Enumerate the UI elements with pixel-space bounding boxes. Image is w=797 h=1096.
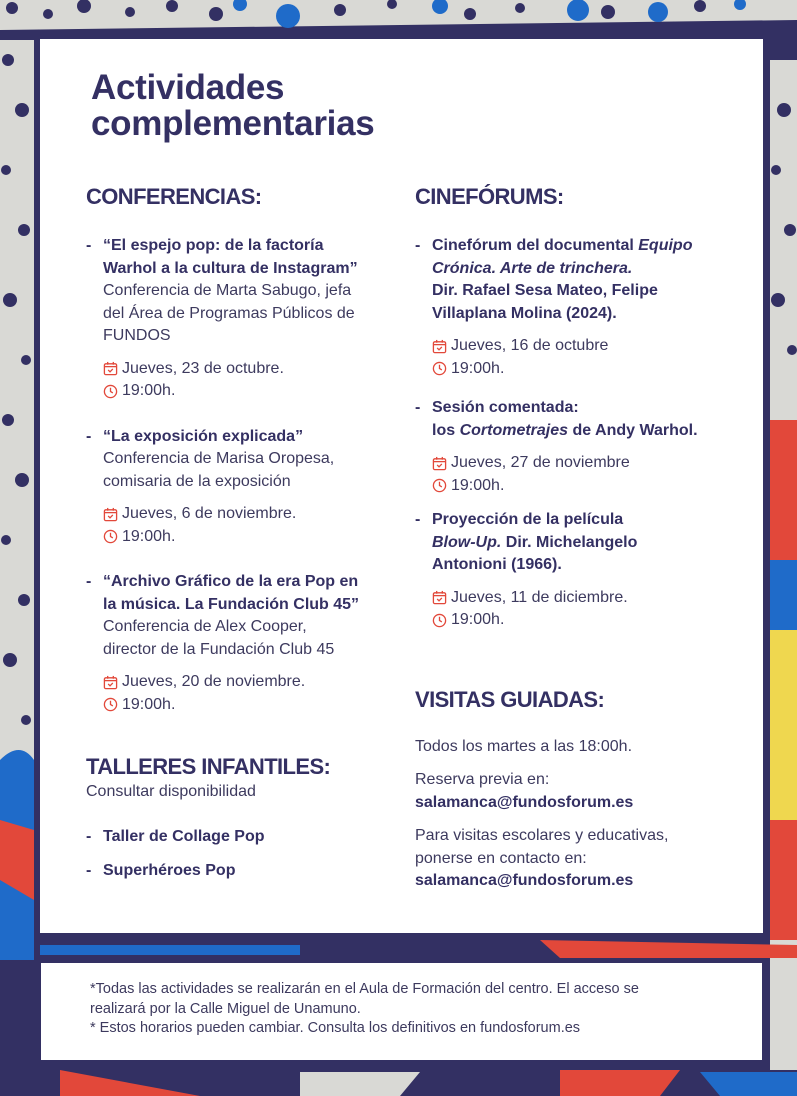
conference-title-line: “El espejo pop: de la factoría bbox=[103, 237, 324, 254]
conference-title-line: “Archivo Gráfico de la era Pop en bbox=[103, 573, 359, 590]
taller-item bbox=[86, 860, 396, 883]
conference-date: Jueves, 6 de noviembre. bbox=[122, 505, 297, 522]
clock-icon bbox=[432, 361, 447, 376]
cineforum-time: 19:00h. bbox=[451, 359, 505, 377]
talleres-subtitle: Consultar disponibilidad bbox=[86, 783, 256, 800]
cineforum-date: Jueves, 16 de octubre bbox=[451, 337, 609, 354]
clock-icon bbox=[432, 478, 447, 493]
conference-item bbox=[86, 571, 396, 716]
page-title-line: complementarias bbox=[91, 104, 375, 143]
conference-entry bbox=[86, 235, 396, 348]
clock-icon bbox=[103, 529, 118, 544]
cineforum-title-line: Proyección de la película bbox=[432, 511, 624, 528]
cineforum-item bbox=[415, 397, 745, 497]
cineforum-schedule bbox=[415, 587, 745, 632]
email-link[interactable]: salamanca@fundosforum.es bbox=[415, 793, 634, 811]
footnote-line: * Estos horarios pueden cambiar. Consulta los definitivos en fundosforum.es bbox=[90, 1020, 581, 1036]
calendar-check-icon bbox=[103, 361, 118, 376]
conference-schedule bbox=[86, 358, 396, 403]
right-column bbox=[415, 183, 745, 893]
clock-icon bbox=[103, 697, 118, 712]
footnote-line: realizará por la Calle Miguel de Unamuno. bbox=[90, 1000, 361, 1017]
visitas-schools-email[interactable] bbox=[415, 870, 745, 893]
page-title bbox=[91, 70, 374, 142]
left-column bbox=[86, 183, 396, 883]
conference-schedule bbox=[86, 503, 396, 548]
cineforum-item bbox=[415, 235, 745, 380]
cineforum-title-line bbox=[432, 235, 745, 258]
bullet-dash: - bbox=[86, 237, 92, 254]
visitas-heading: VISITAS GUIADAS: bbox=[415, 686, 605, 712]
bullet-dash: - bbox=[415, 511, 421, 528]
cineforum-schedule bbox=[415, 452, 745, 497]
talleres-heading: TALLERES INFANTILES: bbox=[86, 754, 331, 779]
cineforum-entry bbox=[415, 235, 745, 325]
bullet-dash: - bbox=[415, 237, 421, 254]
cineforum-schedule bbox=[415, 335, 745, 380]
cineforum-director-line: Dir. Rafael Sesa Mateo, Felipe bbox=[432, 282, 658, 299]
cineforum-time: 19:00h. bbox=[451, 476, 505, 494]
conferencias-heading: CONFERENCIAS: bbox=[86, 184, 262, 209]
calendar-check-icon bbox=[432, 339, 447, 354]
conference-description-line: del Área de Programas Públicos de bbox=[103, 304, 355, 322]
cineforum-film-title: Crónica. Arte de trinchera. bbox=[432, 259, 633, 277]
cineforum-entry bbox=[415, 397, 745, 442]
conference-title-line: “La exposición explicada” bbox=[103, 427, 304, 445]
visitas-schools-line: Para visitas escolares y educativas, bbox=[415, 827, 669, 844]
cineforum-title-line bbox=[432, 532, 745, 555]
conference-description-line: director de la Fundación Club 45 bbox=[103, 640, 335, 658]
calendar-check-icon bbox=[103, 675, 118, 690]
conference-item bbox=[86, 426, 396, 549]
bullet-dash: - bbox=[86, 427, 92, 445]
calendar-check-icon bbox=[103, 507, 118, 522]
bullet-dash: - bbox=[86, 827, 92, 845]
conference-date: Jueves, 20 de noviembre. bbox=[122, 673, 306, 690]
conference-time: 19:00h. bbox=[122, 382, 176, 399]
conference-description-line: Conferencia de Alex Cooper, bbox=[103, 618, 307, 635]
bullet-dash: - bbox=[415, 399, 421, 416]
conference-description-line: Conferencia de Marisa Oropesa, bbox=[103, 450, 335, 467]
cineforum-date: Jueves, 11 de diciembre. bbox=[451, 588, 628, 606]
cineforum-title-line: Sesión comentada: bbox=[432, 399, 579, 416]
visitas-schools-line: ponerse en contacto en: bbox=[415, 849, 587, 867]
conference-entry bbox=[86, 571, 396, 661]
visitas-schedule: Todos los martes a las 18:00h. bbox=[415, 737, 633, 755]
cineforum-film-title: Equipo bbox=[638, 237, 693, 254]
cineforum-title-text: los bbox=[432, 421, 460, 439]
cineforum-title-line bbox=[432, 258, 745, 281]
clock-icon bbox=[103, 384, 118, 399]
cineforum-entry bbox=[415, 509, 745, 577]
cineforum-date: Jueves, 27 de noviembre bbox=[451, 454, 630, 471]
cineforum-item bbox=[415, 509, 745, 632]
taller-label: Superhéroes Pop bbox=[103, 862, 236, 879]
calendar-check-icon bbox=[432, 590, 447, 605]
conference-date: Jueves, 23 de octubre. bbox=[122, 359, 284, 377]
cineforum-title-text: Dir. Michelangelo bbox=[501, 533, 638, 551]
cineforum-director-line: Villaplana Molina (2024). bbox=[432, 304, 617, 322]
page-title-line: Actividades bbox=[91, 68, 285, 107]
conference-title-line: la música. La Fundación Club 45” bbox=[103, 595, 360, 613]
cineforum-title-text: de Andy Warhol. bbox=[568, 421, 698, 439]
visitas-reserve-email[interactable] bbox=[415, 792, 745, 815]
conference-entry bbox=[86, 426, 396, 494]
email-link[interactable]: salamanca@fundosforum.es bbox=[415, 872, 634, 889]
conference-description-line: FUNDOS bbox=[103, 327, 171, 344]
clock-icon bbox=[432, 613, 447, 628]
cineforum-title-text: Cinefórum del documental bbox=[432, 237, 639, 254]
conference-title-line: Warhol a la cultura de Instagram” bbox=[103, 259, 358, 277]
cineforum-director-line: Antonioni (1966). bbox=[432, 556, 562, 573]
conference-time: 19:00h. bbox=[122, 695, 176, 713]
calendar-check-icon bbox=[432, 456, 447, 471]
conference-time: 19:00h. bbox=[122, 527, 176, 545]
conference-item bbox=[86, 235, 396, 403]
taller-item bbox=[86, 826, 396, 849]
conference-description-line: Conferencia de Marta Sabugo, jefa bbox=[103, 282, 352, 299]
cineforum-time: 19:00h. bbox=[451, 611, 505, 628]
conference-description-line: comisaria de la exposición bbox=[103, 472, 291, 490]
footnote-line: *Todas las actividades se realizarán en el Aula de Formación del centro. El acceso se bbox=[90, 981, 639, 997]
bullet-dash: - bbox=[86, 573, 92, 590]
bullet-dash: - bbox=[86, 862, 92, 879]
cineforum-film-title: Blow-Up. bbox=[432, 533, 502, 551]
visitas-reserve-label: Reserva previa en: bbox=[415, 771, 550, 788]
taller-label: Taller de Collage Pop bbox=[103, 827, 265, 845]
cineforum-title-line bbox=[432, 420, 745, 443]
conference-schedule bbox=[86, 671, 396, 716]
cineforums-heading: CINEFÓRUMS: bbox=[415, 184, 564, 209]
footnotes bbox=[90, 980, 710, 1039]
cineforum-film-title: Cortometrajes bbox=[459, 421, 569, 439]
